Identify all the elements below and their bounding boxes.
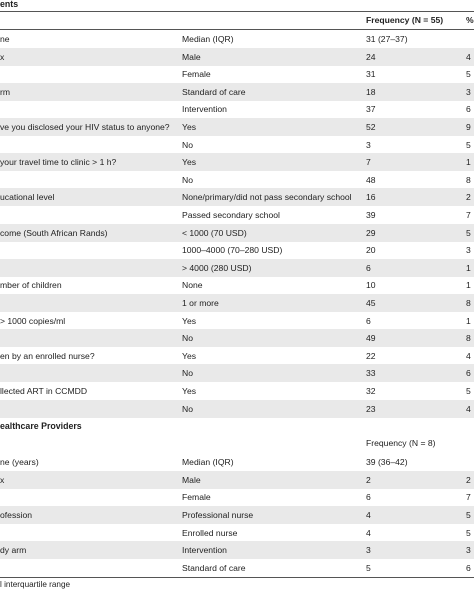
row-percent: 7 xyxy=(466,210,471,220)
row-percent: 9 xyxy=(466,122,471,132)
row-percent: 5 xyxy=(466,510,471,520)
row-label: llected ART in CCMDD xyxy=(0,386,88,396)
row-category: Male xyxy=(182,474,201,485)
row-percent: 2 xyxy=(466,192,471,203)
row-category: No xyxy=(182,403,193,414)
row-category: Female xyxy=(182,492,211,503)
row-label: dy arm xyxy=(0,545,27,556)
row-category: Intervention xyxy=(182,545,227,556)
table-row xyxy=(0,206,474,224)
row-label: come (South African Rands) xyxy=(0,227,108,238)
table-row xyxy=(0,65,474,83)
table-row xyxy=(0,224,474,242)
row-label: x xyxy=(0,51,5,62)
row-frequency: 39 (36–42) xyxy=(366,457,408,468)
table-row xyxy=(0,506,474,524)
table-row xyxy=(0,30,474,48)
row-frequency: 33 xyxy=(366,368,376,379)
row-category: Intervention xyxy=(182,104,227,115)
row-percent: 6 xyxy=(466,562,471,573)
row-label: your travel time to clinic > 1 h? xyxy=(0,157,117,168)
row-percent: 8 xyxy=(466,298,471,308)
row-percent: 4 xyxy=(466,51,471,62)
row-percent: 3 xyxy=(466,86,471,97)
row-label: ne (years) xyxy=(0,457,39,468)
row-frequency: 31 xyxy=(366,69,376,80)
row-label: ofession xyxy=(0,510,33,520)
row-percent: 6 xyxy=(466,368,471,379)
table-row xyxy=(0,559,474,577)
row-percent: 1 xyxy=(466,262,471,273)
row-category: Yes xyxy=(182,157,197,168)
row-label: rm xyxy=(0,86,11,97)
patients-header-row xyxy=(0,12,474,28)
table-row xyxy=(0,259,474,277)
row-frequency: 49 xyxy=(366,333,376,344)
row-category: Standard of care xyxy=(182,562,246,573)
row-category: < 1000 (70 USD) xyxy=(182,227,247,238)
providers-section-title: ealthcare Providers xyxy=(0,421,82,432)
row-category: No xyxy=(182,139,193,150)
row-category: Yes xyxy=(182,122,197,132)
row-percent: 4 xyxy=(466,403,471,414)
row-label: ucational level xyxy=(0,192,55,203)
table-row xyxy=(0,364,474,382)
row-frequency: 3 xyxy=(366,545,371,556)
row-frequency: 52 xyxy=(366,122,376,132)
row-category: Median (IQR) xyxy=(182,457,234,468)
row-percent: 8 xyxy=(466,174,471,185)
row-percent: 5 xyxy=(466,69,471,80)
row-frequency: 6 xyxy=(366,315,371,326)
row-category: Median (IQR) xyxy=(182,34,234,44)
table-row xyxy=(0,241,474,259)
row-percent: 7 xyxy=(466,492,471,503)
row-category: Standard of care xyxy=(182,86,246,97)
table-row xyxy=(0,453,474,471)
row-category: None xyxy=(182,280,203,291)
row-percent: 1 xyxy=(466,315,471,326)
row-frequency: 22 xyxy=(366,350,376,361)
row-frequency: 6 xyxy=(366,492,371,503)
row-frequency: 20 xyxy=(366,245,376,256)
table-row xyxy=(0,83,474,101)
table-row xyxy=(0,294,474,312)
table-row xyxy=(0,118,474,136)
row-frequency: 24 xyxy=(366,51,376,62)
row-frequency: 3 xyxy=(366,139,371,150)
row-percent: 3 xyxy=(466,245,471,256)
table-row xyxy=(0,471,474,489)
row-frequency: 18 xyxy=(366,86,376,97)
row-category: No xyxy=(182,368,193,379)
row-category: Female xyxy=(182,69,211,80)
providers-frequency-header: Frequency (N = 8) xyxy=(366,438,436,449)
table-row xyxy=(0,48,474,66)
row-frequency: 4 xyxy=(366,510,371,520)
row-percent: 5 xyxy=(466,227,471,238)
row-percent: 5 xyxy=(466,527,471,538)
table-row xyxy=(0,100,474,118)
patients-section-title: ents xyxy=(0,0,19,9)
row-category: Professional nurse xyxy=(182,510,254,520)
row-label: ve you disclosed your HIV status to anyone? xyxy=(0,122,170,132)
providers-header-row xyxy=(0,435,474,451)
row-percent: 6 xyxy=(466,104,471,115)
row-frequency: 37 xyxy=(366,104,376,115)
row-category: Yes xyxy=(182,386,197,396)
row-label: ne xyxy=(0,34,10,44)
frequency-header: Frequency (N = 55) xyxy=(366,15,444,25)
row-category: Yes xyxy=(182,315,197,326)
row-frequency: 31 (27–37) xyxy=(366,34,408,44)
row-category: Passed secondary school xyxy=(182,210,280,220)
percent-header: % xyxy=(466,15,474,25)
row-percent: 4 xyxy=(466,350,471,361)
table-row xyxy=(0,276,474,294)
row-percent: 5 xyxy=(466,139,471,150)
bottom-rule xyxy=(0,577,474,578)
row-percent: 1 xyxy=(466,280,471,291)
row-percent: 5 xyxy=(466,386,471,396)
row-percent: 2 xyxy=(466,474,471,485)
row-category: Enrolled nurse xyxy=(182,527,238,538)
row-category: No xyxy=(182,174,193,185)
row-frequency: 16 xyxy=(366,192,376,203)
table-row xyxy=(0,541,474,559)
row-frequency: 48 xyxy=(366,174,376,185)
row-label: > 1000 copies/ml xyxy=(0,315,66,326)
row-frequency: 2 xyxy=(366,474,371,485)
table-row xyxy=(0,188,474,206)
table-row xyxy=(0,329,474,347)
row-percent: 1 xyxy=(466,157,471,168)
table-row xyxy=(0,171,474,189)
table-row xyxy=(0,312,474,330)
row-category: Yes xyxy=(182,350,197,361)
row-percent: 8 xyxy=(466,333,471,344)
table-row xyxy=(0,136,474,154)
row-frequency: 39 xyxy=(366,210,376,220)
row-category: > 4000 (280 USD) xyxy=(182,262,252,273)
table-row xyxy=(0,153,474,171)
table-row xyxy=(0,347,474,365)
table-row xyxy=(0,488,474,506)
row-frequency: 10 xyxy=(366,280,376,291)
row-category: No xyxy=(182,333,193,344)
row-percent: 3 xyxy=(466,545,471,556)
row-label: en by an enrolled nurse? xyxy=(0,350,95,361)
row-label: mber of children xyxy=(0,280,62,291)
row-category: 1000–4000 (70–280 USD) xyxy=(182,245,283,256)
table-row xyxy=(0,382,474,400)
row-category: Male xyxy=(182,51,201,62)
row-frequency: 23 xyxy=(366,403,376,414)
row-label: x xyxy=(0,474,5,485)
table-row xyxy=(0,400,474,418)
row-frequency: 6 xyxy=(366,262,371,273)
row-frequency: 7 xyxy=(366,157,371,168)
footnote: l interquartile range xyxy=(0,580,71,590)
row-frequency: 4 xyxy=(366,527,371,538)
table-row xyxy=(0,524,474,542)
row-frequency: 5 xyxy=(366,562,371,573)
row-frequency: 45 xyxy=(366,298,376,308)
row-category: 1 or more xyxy=(182,298,219,308)
row-frequency: 32 xyxy=(366,386,376,396)
row-frequency: 29 xyxy=(366,227,376,238)
row-category: None/primary/did not pass secondary school xyxy=(182,192,352,203)
